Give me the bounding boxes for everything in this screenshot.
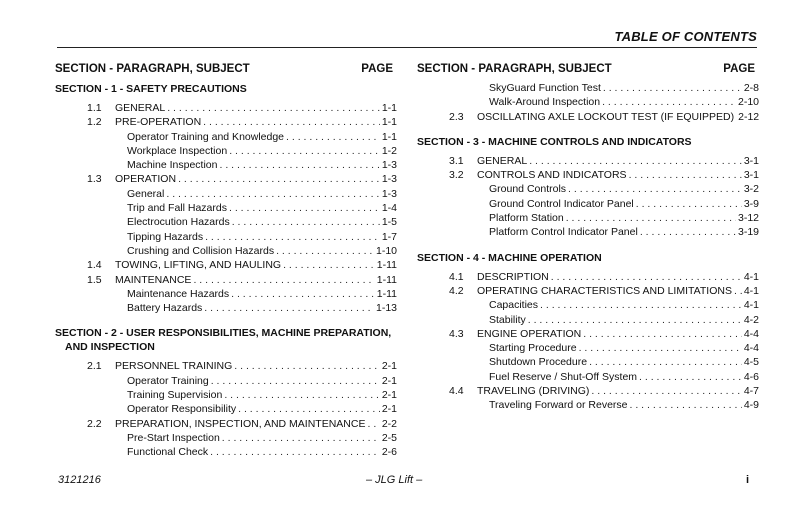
- toc-entry[interactable]: [55, 389, 397, 403]
- toc-entry[interactable]: [55, 145, 397, 159]
- toc-entry[interactable]: [417, 342, 759, 356]
- toc-entry-title: PREPARATION, INSPECTION, AND MAINTENANCE: [115, 417, 366, 430]
- toc-entry[interactable]: [55, 188, 397, 202]
- toc-entry-number: 1.4: [87, 259, 102, 272]
- toc-entry[interactable]: [417, 111, 759, 125]
- dot-leader: [589, 356, 742, 368]
- page-title: TABLE OF CONTENTS: [614, 29, 757, 44]
- dot-leader: [568, 183, 742, 195]
- toc-entry[interactable]: [55, 159, 397, 173]
- toc-entry-title: Ground Control Indicator Panel: [489, 197, 634, 210]
- toc-entry-page: 1-11: [376, 259, 397, 272]
- dot-leader: [193, 274, 374, 286]
- toc-entry[interactable]: [417, 314, 759, 328]
- dot-leader: [224, 389, 379, 401]
- toc-entry-title: ENGINE OPERATION: [477, 327, 582, 340]
- toc-entry-title: Crushing and Collision Hazards: [127, 244, 275, 257]
- toc-entry[interactable]: [417, 198, 759, 212]
- toc-entry-number: 2.2: [87, 417, 102, 430]
- toc-entry-title: MAINTENANCE: [115, 273, 192, 286]
- toc-entry-page: 1-3: [381, 173, 397, 186]
- toc-entry-title: Platform Control Indicator Panel: [489, 226, 638, 239]
- dot-leader: [286, 131, 380, 143]
- doc-number: 3121216: [58, 474, 101, 486]
- toc-entry-title: Shutdown Procedure: [489, 356, 588, 369]
- toc-entry-title: Capacities: [489, 299, 539, 312]
- toc-entry[interactable]: [55, 302, 397, 316]
- toc-entry-page: 1-1: [381, 102, 397, 114]
- toc-entry[interactable]: [417, 212, 759, 226]
- toc-entry-page: 1-4: [381, 202, 397, 215]
- toc-entry-page: 1-1: [381, 130, 397, 143]
- toc-entry-title: GENERAL: [477, 154, 528, 167]
- toc-entry-page: 3-2: [743, 183, 759, 196]
- dot-leader: [566, 212, 736, 224]
- toc-entry[interactable]: [417, 328, 759, 342]
- toc-entry-page: 3-1: [743, 169, 759, 182]
- section-heading: SECTION - 1 - SAFETY PRECAUTIONS: [55, 83, 247, 95]
- toc-entry[interactable]: [55, 116, 397, 130]
- toc-entry-page: 1-3: [381, 187, 397, 200]
- toc-entry[interactable]: [417, 385, 759, 399]
- toc-entry[interactable]: [417, 299, 759, 313]
- toc-entry-number: 3.1: [449, 154, 464, 167]
- toc-entry[interactable]: [417, 285, 759, 299]
- dot-leader: [367, 418, 379, 430]
- toc-entry-page: 4-4: [743, 327, 759, 340]
- toc-entry-page: 1-2: [381, 144, 397, 157]
- dot-leader: [229, 202, 380, 214]
- toc-entry-title: Stability: [489, 313, 526, 326]
- page-number: i: [745, 474, 749, 486]
- dot-leader: [591, 385, 741, 397]
- column-page-label: PAGE: [723, 63, 755, 75]
- toc-entry-title: PERSONNEL TRAINING: [115, 360, 233, 373]
- toc-entry-number: 1.1: [87, 102, 102, 114]
- toc-entry-title: Starting Procedure: [489, 342, 577, 355]
- dot-leader: [166, 188, 379, 200]
- toc-entry-title: Operator Responsibility: [127, 403, 237, 416]
- toc-entry-page: 4-7: [743, 385, 759, 398]
- section-heading: SECTION - 2 - USER RESPONSIBILITIES, MACHINE PREPARATION,: [55, 327, 392, 340]
- toc-entry[interactable]: [55, 245, 397, 259]
- toc-entry-number: 3.2: [449, 169, 464, 182]
- toc-entry-title: Traveling Forward or Reverse: [489, 399, 628, 412]
- toc-list: [55, 360, 397, 460]
- toc-entry-title: Tipping Hazards: [127, 230, 204, 243]
- toc-entry[interactable]: [55, 202, 397, 216]
- toc-list: [417, 155, 759, 241]
- toc-entry-page: 3-19: [737, 226, 759, 239]
- toc-entry-page: 3-9: [743, 197, 759, 210]
- dot-leader: [528, 314, 742, 326]
- toc-entry[interactable]: [55, 102, 397, 116]
- toc-entry-title: Ground Controls: [489, 183, 567, 196]
- header-rule: [57, 47, 757, 48]
- toc-entry-title: Operator Training: [127, 374, 209, 387]
- toc-entry[interactable]: [55, 216, 397, 230]
- dot-leader: [204, 302, 374, 314]
- toc-entry[interactable]: [417, 155, 759, 169]
- toc-entry[interactable]: [55, 288, 397, 302]
- toc-entry-page: 2-1: [381, 389, 397, 402]
- dot-leader: [210, 446, 380, 458]
- toc-entry-title: Pre-Start Inspection: [127, 431, 220, 444]
- toc-entry-title: OPERATION: [115, 173, 177, 186]
- toc-entry-page: 2-1: [381, 403, 397, 416]
- section-heading: SECTION - 3 - MACHINE CONTROLS AND INDICATORS: [417, 135, 692, 148]
- toc-entry-title: Trip and Fall Hazards: [127, 202, 227, 215]
- dot-leader: [583, 328, 742, 340]
- toc-entry-title: Maintenance Hazards: [127, 287, 230, 300]
- toc-entry-title: Functional Check: [127, 446, 209, 459]
- toc-entry-page: 1-10: [375, 244, 397, 257]
- toc-entry-page: 1-13: [375, 302, 397, 315]
- toc-entry-title: Workplace Inspection: [127, 144, 228, 157]
- toc-entry-page: 4-1: [743, 299, 759, 312]
- dot-leader: [234, 360, 380, 372]
- toc-entry[interactable]: [55, 231, 397, 245]
- toc-entry-title: OPERATING CHARACTERISTICS AND LIMITATIONS: [477, 284, 732, 297]
- column-heading: SECTION - PARAGRAPH, SUBJECT: [417, 63, 612, 75]
- toc-entry[interactable]: [55, 432, 397, 446]
- dot-leader: [603, 82, 742, 94]
- toc-entry[interactable]: [55, 375, 397, 389]
- toc-entry-title: OSCILLATING AXLE LOCKOUT TEST (IF EQUIPPED): [477, 110, 735, 123]
- dot-leader: [238, 403, 380, 415]
- dot-leader: [602, 96, 736, 108]
- toc-entry[interactable]: [417, 169, 759, 183]
- toc-entry-page: 4-5: [743, 356, 759, 369]
- toc-entry-title: General: [127, 187, 165, 200]
- toc-entry-title: Operator Training and Knowledge: [127, 130, 285, 143]
- toc-entry[interactable]: [417, 226, 759, 240]
- toc-entry-page: 2-12: [738, 110, 759, 123]
- toc-column-right: [417, 63, 759, 414]
- toc-entry[interactable]: [417, 356, 759, 370]
- toc-entry[interactable]: [417, 183, 759, 197]
- toc-entry-page: 2-2: [381, 417, 397, 430]
- toc-entry[interactable]: [417, 96, 759, 110]
- dot-leader: [640, 226, 736, 238]
- section-heading-cont: AND INSPECTION: [65, 341, 155, 354]
- dot-leader: [222, 432, 380, 444]
- toc-entry-title: PRE-OPERATION: [115, 116, 202, 129]
- toc-entry[interactable]: [55, 274, 397, 288]
- toc-entry[interactable]: [55, 418, 397, 432]
- toc-entry-number: 4.3: [449, 327, 464, 340]
- toc-entry-title: Platform Station: [489, 212, 564, 225]
- dot-leader: [551, 271, 742, 283]
- toc-entry-number: 2.3: [449, 110, 464, 123]
- toc-entry-number: 1.5: [87, 273, 102, 286]
- column-header: [417, 63, 759, 80]
- toc-entry-title: Battery Hazards: [127, 302, 203, 315]
- toc-entry-title: Electrocution Hazards: [127, 216, 230, 229]
- column-header: [55, 63, 397, 80]
- column-page-label: PAGE: [361, 63, 393, 75]
- toc-entry-page: 1-11: [376, 287, 397, 300]
- toc-list: [417, 82, 759, 125]
- toc-entry-page: 2-1: [381, 360, 397, 373]
- toc-entry-title: Walk-Around Inspection: [489, 96, 601, 109]
- toc-entry-page: 1-1: [381, 116, 397, 129]
- dot-leader: [540, 299, 742, 311]
- toc-entry-page: 4-4: [743, 342, 759, 355]
- toc-entry-title: Training Supervision: [127, 389, 223, 402]
- dot-leader: [529, 155, 742, 167]
- dot-leader: [734, 285, 742, 297]
- toc-column-left: [55, 63, 397, 461]
- toc-entry[interactable]: [417, 399, 759, 413]
- dot-leader: [219, 159, 379, 171]
- toc-entry-page: 2-1: [381, 374, 397, 387]
- footer-brand: – JLG Lift –: [366, 474, 423, 486]
- toc-entry-page: 2-8: [743, 82, 759, 94]
- toc-entry-page: 4-1: [743, 270, 759, 283]
- toc-entry[interactable]: [417, 271, 759, 285]
- toc-entry[interactable]: [55, 446, 397, 460]
- dot-leader: [203, 116, 380, 128]
- dot-leader: [630, 399, 742, 411]
- toc-list: [417, 271, 759, 414]
- toc-entry-number: 2.1: [87, 360, 102, 373]
- toc-entry-page: 4-2: [743, 313, 759, 326]
- toc-entry-title: Machine Inspection: [127, 159, 218, 172]
- toc-entry-number: 4.1: [449, 270, 464, 283]
- dot-leader: [283, 259, 375, 271]
- dot-leader: [167, 102, 380, 114]
- toc-entry-number: 4.4: [449, 385, 464, 398]
- toc-entry[interactable]: [417, 371, 759, 385]
- toc-entry-page: 1-3: [381, 159, 397, 172]
- toc-entry-page: 2-6: [381, 446, 397, 459]
- toc-entry-page: 4-1: [743, 284, 759, 297]
- toc-entry-page: 1-5: [381, 216, 397, 229]
- toc-entry[interactable]: [55, 360, 397, 374]
- toc-list: [55, 102, 397, 316]
- dot-leader: [636, 198, 742, 210]
- dot-leader: [178, 173, 380, 185]
- dot-leader: [229, 145, 380, 157]
- toc-entry-title: TRAVELING (DRIVING): [477, 385, 590, 398]
- toc-entry-title: DESCRIPTION: [477, 270, 549, 283]
- dot-leader: [211, 375, 380, 387]
- dot-leader: [276, 245, 374, 257]
- dot-leader: [639, 371, 742, 383]
- toc-entry-title: TOWING, LIFTING, AND HAULING: [115, 259, 282, 272]
- toc-entry[interactable]: [55, 403, 397, 417]
- toc-entry-page: 2-5: [381, 431, 397, 444]
- dot-leader: [232, 216, 380, 228]
- dot-leader: [579, 342, 742, 354]
- column-heading: SECTION - PARAGRAPH, SUBJECT: [55, 63, 250, 75]
- dot-leader: [629, 169, 742, 181]
- toc-entry[interactable]: [55, 131, 397, 145]
- toc-entry-page: 1-11: [376, 273, 397, 286]
- toc-entry-page: 4-6: [743, 370, 759, 383]
- toc-entry-page: 3-1: [743, 154, 759, 167]
- toc-entry-page: 4-9: [743, 399, 759, 412]
- toc-entry-number: 4.2: [449, 284, 464, 297]
- toc-entry-page: 2-10: [737, 96, 759, 109]
- toc-entry-title: Fuel Reserve / Shut-Off System: [489, 370, 638, 383]
- toc-entry-title: SkyGuard Function Test: [489, 82, 601, 94]
- toc-entry-number: 1.2: [87, 116, 102, 129]
- toc-entry[interactable]: [55, 173, 397, 187]
- toc-entry-page: 1-7: [381, 230, 397, 243]
- section-heading: SECTION - 4 - MACHINE OPERATION: [417, 251, 602, 264]
- toc-entry-title: GENERAL: [115, 102, 166, 114]
- dot-leader: [231, 288, 375, 300]
- toc-entry-number: 1.3: [87, 173, 102, 186]
- toc-entry-title: CONTROLS AND INDICATORS: [477, 169, 627, 182]
- toc-entry[interactable]: [55, 259, 397, 273]
- dot-leader: [205, 231, 380, 243]
- toc-entry[interactable]: [417, 82, 759, 96]
- toc-entry-page: 3-12: [737, 212, 759, 225]
